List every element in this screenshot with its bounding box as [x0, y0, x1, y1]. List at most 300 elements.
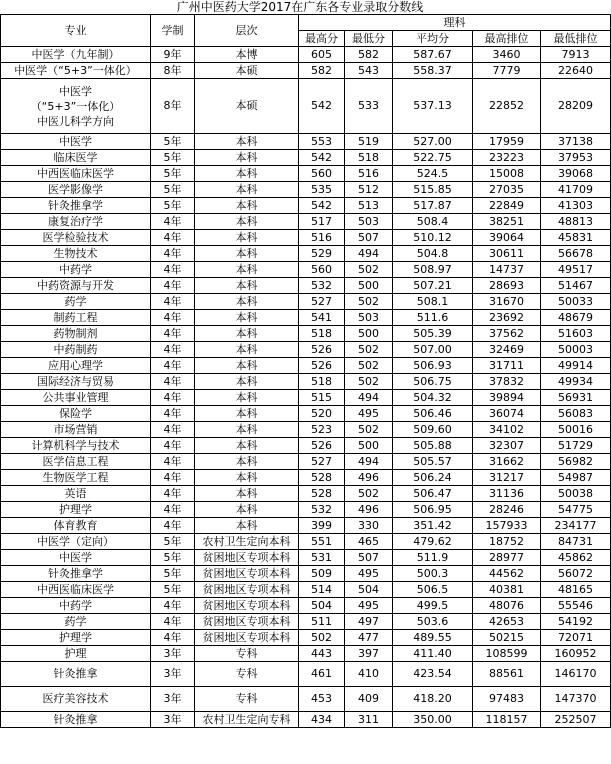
- cell-avg: 489.55: [393, 630, 473, 646]
- cell-low: 504: [345, 582, 393, 598]
- table-row: [1, 470, 611, 486]
- cell-low: 409: [345, 687, 393, 712]
- cell-level: 本硕: [195, 79, 299, 134]
- cell-duration: 5年: [151, 166, 195, 182]
- cell-level: 本科: [195, 326, 299, 342]
- cell-best-rank: 48076: [473, 598, 541, 614]
- table-row: [1, 166, 611, 182]
- cell-duration: 3年: [151, 662, 195, 687]
- cell-major: 医学影像学: [1, 182, 151, 198]
- cell-worst-rank: 56072: [541, 566, 611, 582]
- cell-worst-rank: 45862: [541, 550, 611, 566]
- cell-best-rank: 27035: [473, 182, 541, 198]
- cell-worst-rank: 49934: [541, 374, 611, 390]
- cell-high: 453: [299, 687, 345, 712]
- header-high: 最高分: [299, 31, 345, 47]
- cell-low: 496: [345, 470, 393, 486]
- cell-major: 生物技术: [1, 246, 151, 262]
- table-row: [1, 582, 611, 598]
- cell-low: 311: [345, 712, 393, 728]
- cell-duration: 4年: [151, 342, 195, 358]
- cell-duration: 4年: [151, 390, 195, 406]
- table-row: [1, 47, 611, 63]
- cell-high: 515: [299, 390, 345, 406]
- cell-worst-rank: 50016: [541, 422, 611, 438]
- cell-best-rank: 36074: [473, 406, 541, 422]
- cell-avg: 507.00: [393, 342, 473, 358]
- cell-level: 本科: [195, 182, 299, 198]
- cell-duration: 5年: [151, 582, 195, 598]
- cell-best-rank: 34102: [473, 422, 541, 438]
- cell-best-rank: 38251: [473, 214, 541, 230]
- cell-level: 贫困地区专项本科: [195, 614, 299, 630]
- cell-low: 582: [345, 47, 393, 63]
- cell-avg: 506.75: [393, 374, 473, 390]
- cell-major: 针灸推拿: [1, 712, 151, 728]
- header-worst-rank: 最低排位: [541, 31, 611, 47]
- table-row: [1, 614, 611, 630]
- cell-best-rank: 22852: [473, 79, 541, 134]
- cell-low: 502: [345, 486, 393, 502]
- cell-level: 本科: [195, 134, 299, 150]
- cell-worst-rank: 39068: [541, 166, 611, 182]
- cell-best-rank: 157933: [473, 518, 541, 534]
- cell-best-rank: 31711: [473, 358, 541, 374]
- cell-level: 专科: [195, 687, 299, 712]
- cell-avg: 505.88: [393, 438, 473, 454]
- cell-avg: 479.62: [393, 534, 473, 550]
- cell-avg: 524.5: [393, 166, 473, 182]
- cell-low: 465: [345, 534, 393, 550]
- cell-high: 526: [299, 342, 345, 358]
- cell-low: 495: [345, 598, 393, 614]
- cell-best-rank: 17959: [473, 134, 541, 150]
- cell-best-rank: 31136: [473, 486, 541, 502]
- cell-low: 507: [345, 230, 393, 246]
- cell-avg: 522.75: [393, 150, 473, 166]
- table-row: [1, 662, 611, 687]
- cell-avg: 506.93: [393, 358, 473, 374]
- cell-duration: 4年: [151, 326, 195, 342]
- cell-best-rank: 23223: [473, 150, 541, 166]
- cell-duration: 4年: [151, 262, 195, 278]
- cell-low: 518: [345, 150, 393, 166]
- table-row: [1, 712, 611, 728]
- cell-duration: 4年: [151, 294, 195, 310]
- cell-level: 本博: [195, 47, 299, 63]
- cell-duration: 4年: [151, 406, 195, 422]
- cell-worst-rank: 45831: [541, 230, 611, 246]
- cell-high: 532: [299, 278, 345, 294]
- cell-worst-rank: 48679: [541, 310, 611, 326]
- cell-high: 399: [299, 518, 345, 534]
- cell-worst-rank: 234177: [541, 518, 611, 534]
- cell-best-rank: 31217: [473, 470, 541, 486]
- cell-high: 535: [299, 182, 345, 198]
- cell-duration: 5年: [151, 198, 195, 214]
- table-row: [1, 566, 611, 582]
- cell-low: 410: [345, 662, 393, 687]
- cell-avg: 507.21: [393, 278, 473, 294]
- cell-avg: 418.20: [393, 687, 473, 712]
- cell-best-rank: 32307: [473, 438, 541, 454]
- cell-high: 518: [299, 374, 345, 390]
- cell-duration: 3年: [151, 687, 195, 712]
- table-row: [1, 390, 611, 406]
- cell-avg: 508.1: [393, 294, 473, 310]
- cell-level: 本科: [195, 230, 299, 246]
- cell-major: 中医学（“5+3”一体化）: [1, 63, 151, 79]
- header-duration: 学制: [151, 15, 195, 47]
- cell-avg: 515.85: [393, 182, 473, 198]
- table-row: [1, 294, 611, 310]
- cell-avg: 506.47: [393, 486, 473, 502]
- cell-high: 434: [299, 712, 345, 728]
- cell-level: 农村卫生定向本科: [195, 534, 299, 550]
- table-row: [1, 63, 611, 79]
- cell-high: 527: [299, 454, 345, 470]
- cell-worst-rank: 54775: [541, 502, 611, 518]
- cell-best-rank: 15008: [473, 166, 541, 182]
- cell-major: 制药工程: [1, 310, 151, 326]
- cell-worst-rank: 7913: [541, 47, 611, 63]
- cell-low: 513: [345, 198, 393, 214]
- cell-duration: 4年: [151, 230, 195, 246]
- cell-duration: 4年: [151, 470, 195, 486]
- cell-level: 本科: [195, 150, 299, 166]
- cell-low: 519: [345, 134, 393, 150]
- table-row: [1, 150, 611, 166]
- cell-low: 512: [345, 182, 393, 198]
- cell-low: 496: [345, 502, 393, 518]
- cell-duration: 4年: [151, 374, 195, 390]
- cell-high: 523: [299, 422, 345, 438]
- cell-best-rank: 28693: [473, 278, 541, 294]
- cell-low: 533: [345, 79, 393, 134]
- cell-duration: 9年: [151, 47, 195, 63]
- cell-low: 502: [345, 294, 393, 310]
- cell-major: 中西医临床医学: [1, 582, 151, 598]
- cell-avg: 506.24: [393, 470, 473, 486]
- cell-high: 560: [299, 166, 345, 182]
- cell-best-rank: 22849: [473, 198, 541, 214]
- cell-level: 本科: [195, 454, 299, 470]
- cell-low: 500: [345, 438, 393, 454]
- cell-avg: 423.54: [393, 662, 473, 687]
- cell-duration: 8年: [151, 79, 195, 134]
- cell-avg: 509.60: [393, 422, 473, 438]
- cell-duration: 5年: [151, 150, 195, 166]
- cell-low: 494: [345, 390, 393, 406]
- cell-high: 511: [299, 614, 345, 630]
- cell-avg: 527.00: [393, 134, 473, 150]
- cell-duration: 5年: [151, 534, 195, 550]
- cell-high: 532: [299, 502, 345, 518]
- cell-high: 551: [299, 534, 345, 550]
- cell-high: 443: [299, 646, 345, 662]
- cell-high: 560: [299, 262, 345, 278]
- cell-worst-rank: 252507: [541, 712, 611, 728]
- table-row: [1, 502, 611, 518]
- table-row: [1, 326, 611, 342]
- cell-level: 贫困地区专项本科: [195, 630, 299, 646]
- cell-major: 中药资源与开发: [1, 278, 151, 294]
- cell-best-rank: 28977: [473, 550, 541, 566]
- cell-major: 应用心理学: [1, 358, 151, 374]
- cell-avg: 558.37: [393, 63, 473, 79]
- cell-worst-rank: 54192: [541, 614, 611, 630]
- header-level: 层次: [195, 15, 299, 47]
- cell-low: 495: [345, 406, 393, 422]
- cell-major: 医学检验技术: [1, 230, 151, 246]
- cell-worst-rank: 50003: [541, 342, 611, 358]
- cell-major: 康复治疗学: [1, 214, 151, 230]
- cell-level: 本科: [195, 262, 299, 278]
- cell-best-rank: 23692: [473, 310, 541, 326]
- table-row: [1, 550, 611, 566]
- cell-best-rank: 7779: [473, 63, 541, 79]
- cell-low: 495: [345, 566, 393, 582]
- cell-best-rank: 30611: [473, 246, 541, 262]
- cell-avg: 499.5: [393, 598, 473, 614]
- cell-worst-rank: 51467: [541, 278, 611, 294]
- cell-duration: 4年: [151, 278, 195, 294]
- cell-major: 计算机科学与技术: [1, 438, 151, 454]
- cell-major: 国际经济与贸易: [1, 374, 151, 390]
- table-row: [1, 598, 611, 614]
- cell-worst-rank: 28209: [541, 79, 611, 134]
- cell-duration: 4年: [151, 486, 195, 502]
- cell-best-rank: 3460: [473, 47, 541, 63]
- cell-low: 502: [345, 374, 393, 390]
- cell-best-rank: 44562: [473, 566, 541, 582]
- cell-level: 本科: [195, 438, 299, 454]
- cell-avg: 537.13: [393, 79, 473, 134]
- score-table: [0, 14, 611, 728]
- cell-high: 517: [299, 214, 345, 230]
- header-best-rank: 最高排位: [473, 31, 541, 47]
- cell-level: 本科: [195, 422, 299, 438]
- cell-low: 543: [345, 63, 393, 79]
- cell-low: 497: [345, 614, 393, 630]
- cell-avg: 505.39: [393, 326, 473, 342]
- cell-duration: 4年: [151, 438, 195, 454]
- cell-best-rank: 18752: [473, 534, 541, 550]
- cell-level: 本科: [195, 406, 299, 422]
- cell-best-rank: 88561: [473, 662, 541, 687]
- table-row: [1, 182, 611, 198]
- cell-best-rank: 108599: [473, 646, 541, 662]
- cell-high: 509: [299, 566, 345, 582]
- cell-high: 526: [299, 358, 345, 374]
- cell-low: 494: [345, 454, 393, 470]
- cell-duration: 5年: [151, 182, 195, 198]
- cell-duration: 4年: [151, 422, 195, 438]
- cell-duration: 4年: [151, 214, 195, 230]
- cell-high: 605: [299, 47, 345, 63]
- cell-avg: 500.3: [393, 566, 473, 582]
- table-row: [1, 79, 611, 134]
- cell-level: 本硕: [195, 63, 299, 79]
- table-row: [1, 534, 611, 550]
- cell-avg: 510.12: [393, 230, 473, 246]
- cell-low: 494: [345, 246, 393, 262]
- cell-level: 本科: [195, 470, 299, 486]
- cell-major: 护理学: [1, 630, 151, 646]
- cell-best-rank: 39894: [473, 390, 541, 406]
- cell-high: 542: [299, 79, 345, 134]
- table-row: [1, 358, 611, 374]
- cell-low: 502: [345, 342, 393, 358]
- cell-worst-rank: 22640: [541, 63, 611, 79]
- cell-duration: 4年: [151, 310, 195, 326]
- cell-best-rank: 42653: [473, 614, 541, 630]
- cell-major: 临床医学: [1, 150, 151, 166]
- table-row: [1, 214, 611, 230]
- cell-major: 护理学: [1, 502, 151, 518]
- cell-low: 500: [345, 326, 393, 342]
- table-body: [1, 47, 611, 728]
- cell-major: 公共事业管理: [1, 390, 151, 406]
- cell-major: 药学: [1, 294, 151, 310]
- cell-high: 514: [299, 582, 345, 598]
- header-science-group: 理科: [299, 15, 611, 31]
- cell-worst-rank: 55546: [541, 598, 611, 614]
- cell-avg: 508.97: [393, 262, 473, 278]
- cell-worst-rank: 56678: [541, 246, 611, 262]
- cell-avg: 503.6: [393, 614, 473, 630]
- cell-best-rank: 50215: [473, 630, 541, 646]
- cell-best-rank: 37562: [473, 326, 541, 342]
- cell-worst-rank: 49517: [541, 262, 611, 278]
- cell-level: 本科: [195, 518, 299, 534]
- table-row: [1, 630, 611, 646]
- cell-level: 专科: [195, 646, 299, 662]
- cell-high: 553: [299, 134, 345, 150]
- cell-level: 本科: [195, 198, 299, 214]
- cell-duration: 8年: [151, 63, 195, 79]
- cell-level: 本科: [195, 278, 299, 294]
- cell-worst-rank: 41709: [541, 182, 611, 198]
- cell-best-rank: 31670: [473, 294, 541, 310]
- cell-level: 本科: [195, 358, 299, 374]
- cell-high: 504: [299, 598, 345, 614]
- cell-major: 中医学 （“5+3”一体化） 中医儿科学方向: [1, 79, 151, 134]
- cell-level: 本科: [195, 166, 299, 182]
- cell-major: 中医学: [1, 550, 151, 566]
- cell-duration: 4年: [151, 246, 195, 262]
- cell-duration: 5年: [151, 134, 195, 150]
- cell-major: 药学: [1, 614, 151, 630]
- cell-duration: 4年: [151, 454, 195, 470]
- cell-major: 市场营销: [1, 422, 151, 438]
- cell-duration: 4年: [151, 614, 195, 630]
- table-row: [1, 422, 611, 438]
- cell-high: 461: [299, 662, 345, 687]
- cell-duration: 4年: [151, 502, 195, 518]
- cell-avg: 511.6: [393, 310, 473, 326]
- cell-avg: 504.32: [393, 390, 473, 406]
- cell-low: 503: [345, 214, 393, 230]
- cell-low: 502: [345, 262, 393, 278]
- cell-best-rank: 31662: [473, 454, 541, 470]
- cell-worst-rank: 56931: [541, 390, 611, 406]
- cell-avg: 506.95: [393, 502, 473, 518]
- cell-level: 本科: [195, 374, 299, 390]
- header-major: 专业: [1, 15, 151, 47]
- cell-level: 贫困地区专项本科: [195, 566, 299, 582]
- cell-major: 药物制剂: [1, 326, 151, 342]
- table-row: [1, 342, 611, 358]
- cell-worst-rank: 37138: [541, 134, 611, 150]
- cell-worst-rank: 54987: [541, 470, 611, 486]
- table-row: [1, 486, 611, 502]
- cell-major: 护理: [1, 646, 151, 662]
- cell-major: 保险学: [1, 406, 151, 422]
- cell-major: 医疗美容技术: [1, 687, 151, 712]
- cell-level: 本科: [195, 294, 299, 310]
- cell-worst-rank: 50033: [541, 294, 611, 310]
- header-low: 最低分: [345, 31, 393, 47]
- cell-avg: 506.46: [393, 406, 473, 422]
- cell-low: 503: [345, 310, 393, 326]
- cell-low: 500: [345, 278, 393, 294]
- cell-major: 中医学: [1, 134, 151, 150]
- cell-high: 502: [299, 630, 345, 646]
- cell-low: 502: [345, 358, 393, 374]
- table-row: [1, 246, 611, 262]
- table-row: [1, 374, 611, 390]
- cell-worst-rank: 72071: [541, 630, 611, 646]
- table-row: [1, 278, 611, 294]
- cell-high: 528: [299, 486, 345, 502]
- cell-high: 526: [299, 438, 345, 454]
- cell-duration: 4年: [151, 358, 195, 374]
- table-row: [1, 454, 611, 470]
- cell-duration: 4年: [151, 630, 195, 646]
- cell-best-rank: 14737: [473, 262, 541, 278]
- cell-worst-rank: 48165: [541, 582, 611, 598]
- cell-worst-rank: 48813: [541, 214, 611, 230]
- cell-major: 中药学: [1, 262, 151, 278]
- cell-high: 582: [299, 63, 345, 79]
- cell-avg: 411.40: [393, 646, 473, 662]
- cell-best-rank: 28246: [473, 502, 541, 518]
- cell-level: 贫困地区专项本科: [195, 550, 299, 566]
- cell-worst-rank: 56982: [541, 454, 611, 470]
- cell-best-rank: 37832: [473, 374, 541, 390]
- cell-avg: 350.00: [393, 712, 473, 728]
- cell-duration: 5年: [151, 550, 195, 566]
- cell-major: 针灸推拿学: [1, 566, 151, 582]
- table-row: [1, 262, 611, 278]
- cell-avg: 506.5: [393, 582, 473, 598]
- cell-best-rank: 40381: [473, 582, 541, 598]
- table-row: [1, 310, 611, 326]
- cell-high: 542: [299, 198, 345, 214]
- cell-best-rank: 39064: [473, 230, 541, 246]
- cell-level: 本科: [195, 342, 299, 358]
- cell-high: 541: [299, 310, 345, 326]
- table-row: [1, 687, 611, 712]
- cell-major: 医学信息工程: [1, 454, 151, 470]
- cell-major: 体育教育: [1, 518, 151, 534]
- table-row: [1, 438, 611, 454]
- cell-worst-rank: 160952: [541, 646, 611, 662]
- cell-major: 中药制药: [1, 342, 151, 358]
- cell-high: 529: [299, 246, 345, 262]
- table-row: [1, 518, 611, 534]
